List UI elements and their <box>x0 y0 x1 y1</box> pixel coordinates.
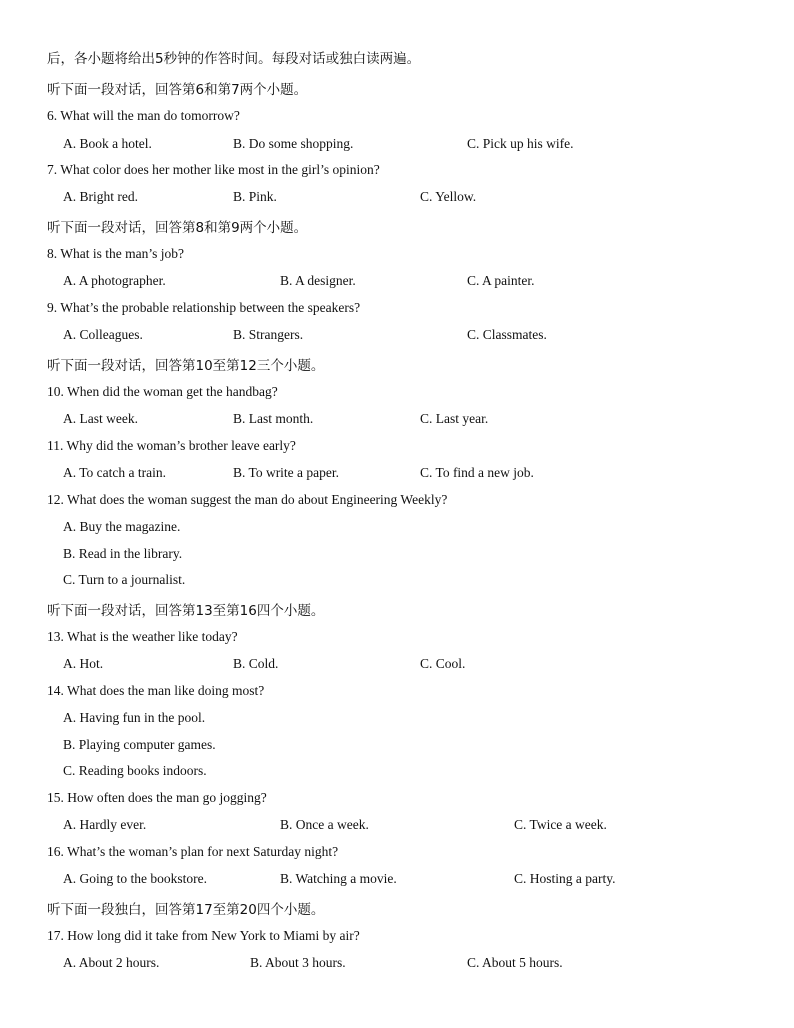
option-a: A. Having fun in the pool. <box>63 710 206 725</box>
option-b: B. Read in the library. <box>63 546 183 561</box>
question-7-options <box>0 189 794 209</box>
option-a: A. To catch a train. <box>63 465 167 480</box>
question-9: 9. What’s the probable relationship between the speakers? <box>47 300 361 315</box>
option-a: A. About 2 hours. <box>63 955 160 970</box>
section-instruction: 听下面一段独白，回答第17至第20四个小题。 <box>47 902 325 918</box>
option-c: C. About 5 hours. <box>467 955 563 970</box>
option-c: C. Hosting a party. <box>514 871 616 886</box>
option-c: C. Last year. <box>420 411 489 426</box>
option-c: C. Twice a week. <box>514 817 607 832</box>
question-10-options <box>0 411 794 431</box>
question-7: 7. What color does her mother like most in the girl’s opinion? <box>47 162 380 177</box>
question-9-options <box>0 327 794 347</box>
option-a: A. Bright red. <box>63 189 138 204</box>
option-b: B. Once a week. <box>280 817 369 832</box>
option-a: A. Hardly ever. <box>63 817 147 832</box>
option-c: C. Yellow. <box>420 189 477 204</box>
option-b: B. To write a paper. <box>233 465 340 480</box>
option-b: B. Do some shopping. <box>233 136 354 151</box>
option-c: C. Reading books indoors. <box>63 763 207 778</box>
question-13: 13. What is the weather like today? <box>47 629 238 644</box>
option-c: C. Turn to a journalist. <box>63 572 186 587</box>
question-11-options <box>0 465 794 485</box>
question-16-options <box>0 871 794 891</box>
question-6-options <box>0 136 794 156</box>
question-11: 11. Why did the woman’s brother leave early? <box>47 438 296 453</box>
question-13-options <box>0 656 794 676</box>
question-6: 6. What will the man do tomorrow? <box>47 108 240 123</box>
intro-instruction: 后，各小题将给出5秒钟的作答时间。每段对话或独白读两遍。 <box>47 51 421 67</box>
option-c: C. A painter. <box>467 273 535 288</box>
option-b: B. A designer. <box>280 273 356 288</box>
question-17-options <box>0 955 794 975</box>
question-8: 8. What is the man’s job? <box>47 246 184 261</box>
question-12: 12. What does the woman suggest the man do about Engineering Weekly? <box>47 492 448 507</box>
section-instruction: 听下面一段对话，回答第13至第16四个小题。 <box>47 603 325 619</box>
question-15: 15. How often does the man go jogging? <box>47 790 267 805</box>
option-b: B. Watching a movie. <box>280 871 397 886</box>
option-c: C. To find a new job. <box>420 465 534 480</box>
option-c: C. Classmates. <box>467 327 547 342</box>
section-instruction: 听下面一段对话，回答第8和第9两个小题。 <box>47 220 308 236</box>
question-10: 10. When did the woman get the handbag? <box>47 384 278 399</box>
option-a: A. A photographer. <box>63 273 166 288</box>
option-a: A. Buy the magazine. <box>63 519 181 534</box>
option-a: A. Last week. <box>63 411 138 426</box>
question-15-options <box>0 817 794 837</box>
question-8-options <box>0 273 794 293</box>
question-14: 14. What does the man like doing most? <box>47 683 265 698</box>
section-instruction: 听下面一段对话，回答第10至第12三个小题。 <box>47 358 325 374</box>
option-a: A. Book a hotel. <box>63 136 152 151</box>
option-a: A. Hot. <box>63 656 104 671</box>
option-b: B. Pink. <box>233 189 277 204</box>
option-b: B. Strangers. <box>233 327 304 342</box>
option-a: A. Going to the bookstore. <box>63 871 207 886</box>
option-b: B. About 3 hours. <box>250 955 346 970</box>
option-a: A. Colleagues. <box>63 327 143 342</box>
option-b: B. Last month. <box>233 411 314 426</box>
question-17: 17. How long did it take from New York to Miami by air? <box>47 928 360 943</box>
option-b: B. Cold. <box>233 656 279 671</box>
section-instruction: 听下面一段对话，回答第6和第7两个小题。 <box>47 82 308 98</box>
option-c: C. Cool. <box>420 656 466 671</box>
option-b: B. Playing computer games. <box>63 737 216 752</box>
question-16: 16. What’s the woman’s plan for next Saturday night? <box>47 844 339 859</box>
option-c: C. Pick up his wife. <box>467 136 574 151</box>
